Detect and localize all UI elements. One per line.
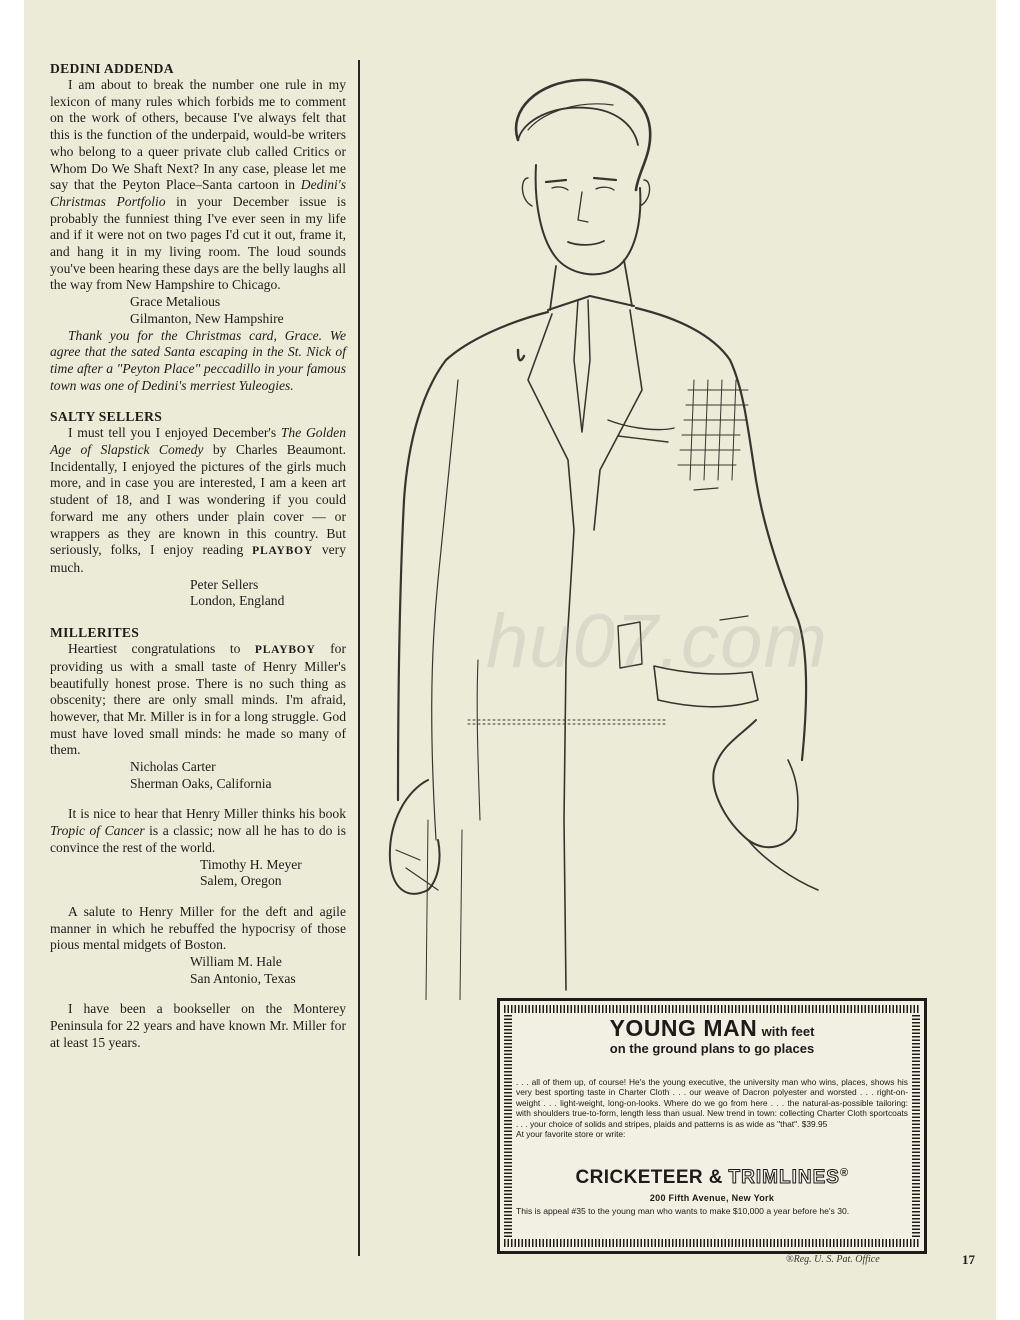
trademark-note: ®Reg. U. S. Pat. Office xyxy=(786,1254,880,1265)
letter-sellers xyxy=(50,408,346,610)
ad-border-hatch xyxy=(504,1015,512,1237)
man-in-suit-illustration xyxy=(368,60,928,1000)
letter-body: A salute to Henry Miller for the deft and agile manner in which he rebuffed the hypocrisy of those pious mental midgets of Boston. xyxy=(50,903,346,953)
letter-body: I have been a bookseller on the Monterey Peninsula for 22 years and have known Mr. Miller for at least 15 years. xyxy=(50,1001,346,1050)
signature-name: Grace Metalious xyxy=(130,294,221,310)
signature-place: Sherman Oaks, California xyxy=(130,775,272,791)
letter-millerites xyxy=(50,624,346,1051)
section-heading: DEDINI ADDENDA xyxy=(50,61,174,76)
letter-dedini xyxy=(50,60,346,394)
ad-body: . . . all of them up, of course! He's the young executive, the university man who wins, places, shows his very best sporting taste in Charter Cloth . . . our weave of Dacron polyester and worsted . . . right-on-weight . . . light-weight, long-on-looks. Where do we go from here . . . the natural-as-possible tailoring: with shoulders true-to-form, length less than usual. New trend in town: collecting Charter Cloth sportcoats . . . your choice of solids and stripes, plaids and patterns is as wide as "that". $39.95 At your favorite store or write: xyxy=(516,1077,908,1140)
letter-body: Heartiest congratulations to PLAYBOY for providing us with a small taste of Henry Miller's beautifully honest prose. There is no such thing as obscenity; there are only small minds. I'm afraid, however, that Mr. Miller is in for a long struggle. God must have loved small minds: he made so many of them. xyxy=(50,641,347,758)
letter-body: I must tell you I enjoyed December's The Golden Age of Slapstick Comedy by Charles Beaumont. Incidentally, I enjoyed the pictures of the girls much more, and in case you are interested, I am a keen art student of 18, and I was wondering if you could forward me any others under plain cover — or wrappers as they are known in this country. But seriously, folks, I enjoy reading PLAYBOY very much. xyxy=(50,425,346,575)
ad-headline: YOUNG MAN with feet xyxy=(609,1015,815,1041)
ad-brand: CRICKETEER & TRIMLINES® xyxy=(575,1167,849,1188)
ad-border-hatch xyxy=(912,1015,920,1237)
signature-place: San Antonio, Texas xyxy=(190,970,296,986)
letter-body: It is nice to hear that Henry Miller thinks his book Tropic of Cancer is a classic; now all he has to do is convince the rest of the world. xyxy=(50,806,346,855)
ad-subhead: on the ground plans to go places xyxy=(609,1041,815,1056)
watermark: hu07.com xyxy=(486,599,828,684)
ad-appeal: This is appeal #35 to the young man who wants to make $10,000 a year before he's 30. xyxy=(516,1206,850,1216)
signature-name: Timothy H. Meyer xyxy=(200,856,302,872)
section-heading: SALTY SELLERS xyxy=(50,409,163,425)
ad-border-hatch xyxy=(504,1005,920,1013)
ad-cta: At your favorite store or write: xyxy=(516,1129,626,1140)
signature-name: Nicholas Carter xyxy=(130,759,216,775)
editor-reply: Thank you for the Christmas card, Grace. We agree that the sated Santa escaping in the St. Nick of time after a "Peyton Place" peccadillo in your famous town was one of Dedini's merriest Yuleogies. xyxy=(50,327,346,393)
advertisement xyxy=(497,998,927,1254)
section-heading: MILLERITES xyxy=(50,625,140,641)
column-rule xyxy=(358,60,360,1256)
ad-border-hatch xyxy=(504,1239,920,1247)
signature-name: William M. Hale xyxy=(190,954,282,970)
signature-name: Peter Sellers xyxy=(190,576,259,592)
signature-place: Salem, Oregon xyxy=(200,873,282,889)
signature-place: London, England xyxy=(190,593,285,609)
ad-address: 200 Fifth Avenue, New York xyxy=(649,1193,775,1203)
page-number: 17 xyxy=(962,1252,975,1267)
letter-body: I am about to break the number one rule in my lexicon of many rules which forbids me to comment on the work of others, because I've always felt that this is the function of the underpaid, would-be writers who belong to a queer private club called Critics or Whom Do We Shaft Next? In any case, please let me say that the Peyton Place–Santa cartoon in Dedini's Christmas Portfolio in your December issue is probably the funniest thing I've ever seen in my life and if it were not on two pages I'd cut it out, frame it, and hang it in my living room. The loud sounds you've been hearing these days are the belly laughs all the way from New Hampshire to Chicago. xyxy=(50,77,346,293)
signature-place: Gilmanton, New Hampshire xyxy=(130,310,284,326)
letters-column xyxy=(50,60,346,1052)
